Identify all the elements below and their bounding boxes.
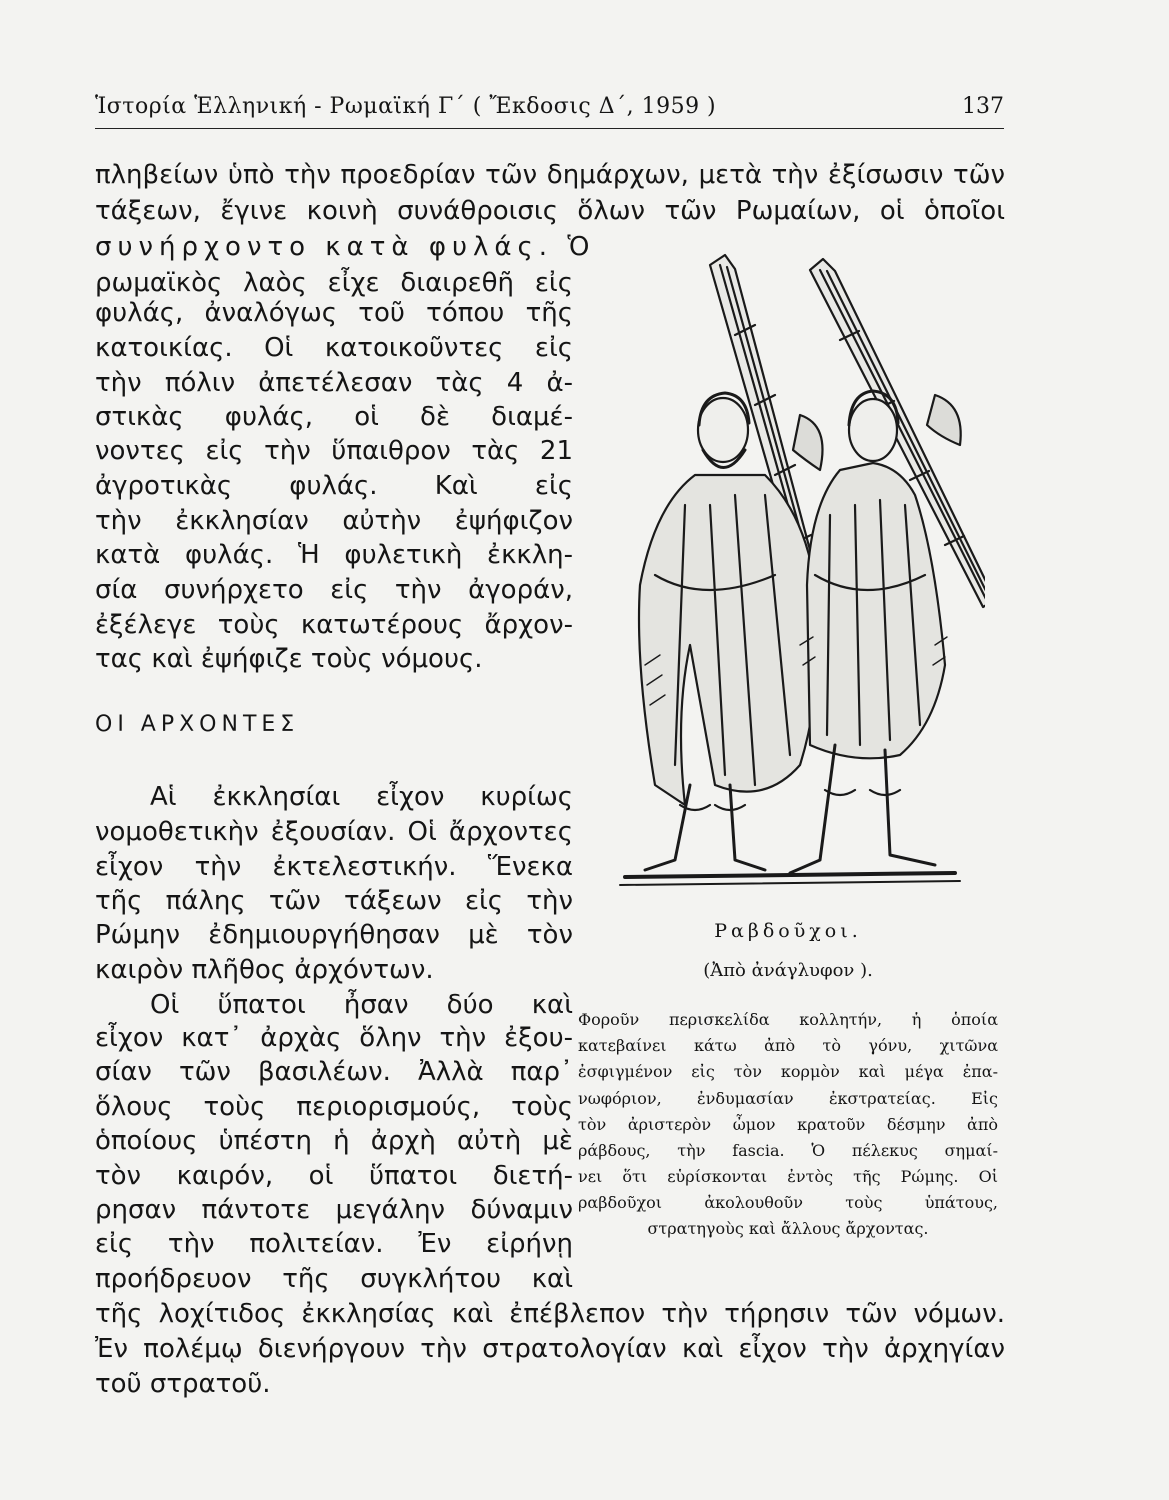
figure-note-line: ραβδοῦχοι ἀκολουθοῦν τοὺς ὑπάτους,	[578, 1193, 998, 1212]
body-line: Ἐν πολέμῳ διενήργουν τὴν στρατολογίαν καὶ εἶχον τὴν ἀρχηγίαν	[95, 1334, 1005, 1364]
figure-note-line: νει ὅτι εὑρίσκονται ἐντὸς τῆς Ρώμης. Οἱ	[578, 1167, 998, 1186]
body-line: φυλάς, ἀναλόγως τοῦ τόπου τῆς	[95, 298, 573, 328]
figure-note-line: νωφόριον, ἐνδυμασίαν ἐκστρατείας. Εἰς	[578, 1089, 998, 1108]
body-line: εἰς τὴν πολιτείαν. Ἐν εἰρήνῃ	[95, 1229, 573, 1259]
body-line: τῆς πάλης τῶν τάξεων εἰς τὴν	[95, 886, 573, 916]
body-line: νομοθετικὴν ἐξουσίαν. Οἱ ἄρχοντες	[95, 817, 573, 847]
figure-note-line: Φοροῦν περισκελίδα κολλητήν, ἡ ὁποία	[578, 1010, 998, 1029]
body-line: Αἱ ἐκκλησίαι εἶχον κυρίως	[150, 782, 573, 812]
running-header	[95, 92, 1004, 129]
body-line: τῆς λοχίτιδος ἐκκλησίας καὶ ἐπέβλεπον τὴν τήρησιν τῶν νόμων.	[95, 1299, 1005, 1329]
figure-source: (Ἀπὸ ἀνάγλυφον ).	[703, 960, 873, 981]
body-line: εἶχον κατ᾽ ἀρχὰς ὅλην τὴν ἐξου-	[95, 1023, 573, 1053]
figure-caption: Ραβδοῦχοι.	[714, 920, 862, 942]
body-line: νοντες εἰς τὴν ὕπαιθρον τὰς 21	[95, 436, 573, 466]
body-line: τοῦ στρατοῦ.	[95, 1369, 271, 1399]
figure-note-line: ἐσφιγμένον εἰς τὸν κορμὸν καὶ μέγα ἐπα-	[578, 1062, 998, 1081]
figure-note-line: τὸν ἀριστερὸν ὦμον κρατοῦν δέσμην ἀπὸ	[578, 1115, 998, 1134]
body-line: ὅλους τοὺς περιορισμούς, τοὺς	[95, 1092, 573, 1122]
body-line: κατοικίας. Οἱ κατοικοῦντες εἰς	[95, 333, 573, 363]
page-number: 137	[962, 94, 1004, 119]
body-line: κατὰ φυλάς. Ἡ φυλετικὴ ἐκκλη-	[95, 540, 573, 570]
body-line: τὴν ἐκκλησίαν αὐτὴν ἐψήφιζον	[95, 506, 573, 536]
figure-note-line: στρατηγοὺς καὶ ἄλλους ἄρχοντας.	[647, 1219, 929, 1238]
figure-note-line: ράβδους, τὴν fascia. Ὁ πέλεκυς σημαί-	[578, 1141, 998, 1160]
header-title: Ἱστορία Ἑλληνική - Ρωμαϊκή Γ΄ ( Ἔκδοσις Δ΄, 1959 )	[95, 94, 717, 119]
section-heading: ΟΙ ΑΡΧΟΝΤΕΣ	[95, 712, 300, 737]
body-line: ἀγροτικὰς φυλάς. Καὶ εἰς	[95, 471, 573, 501]
body-line: συνήρχοντο κατὰ φυλάς. Ὁ	[95, 232, 596, 262]
body-line: ρωμαϊκὸς λαὸς εἶχε διαιρεθῆ εἰς	[95, 268, 573, 298]
body-line: στικὰς φυλάς, οἱ δὲ διαμέ-	[95, 402, 573, 432]
body-line: Οἱ ὕπατοι ἦσαν δύο καὶ	[150, 990, 573, 1020]
lictors-illustration	[615, 245, 985, 895]
body-line: εἶχον τὴν ἐκτελεστικήν. Ἕνεκα	[95, 852, 573, 882]
body-line: τάξεων, ἔγινε κοινὴ συνάθροισις ὅλων τῶν Ρωμαίων, οἱ ὁποῖοι	[95, 196, 1005, 226]
figure-note-line: κατεβαίνει κάτω ἀπὸ τὸ γόνυ, χιτῶνα	[578, 1036, 998, 1055]
body-line: προήδρευον τῆς συγκλήτου καὶ	[95, 1264, 573, 1294]
body-line: ὁποίους ὑπέστη ἡ ἀρχὴ αὐτὴ μὲ	[95, 1126, 573, 1156]
body-line: Ρώμην ἐδημιουργήθησαν μὲ τὸν	[95, 920, 573, 950]
body-line: τας καὶ ἐψήφιζε τοὺς νόμους.	[95, 644, 483, 674]
body-line: καιρὸν πλῆθος ἀρχόντων.	[95, 955, 434, 985]
body-line: τὴν πόλιν ἀπετέλεσαν τὰς 4 ἀ-	[95, 368, 573, 398]
body-line: τὸν καιρόν, οἱ ὕπατοι διετή-	[95, 1161, 573, 1191]
body-line: σίαν τῶν βασιλέων. Ἀλλὰ παρ᾽	[95, 1057, 573, 1087]
body-line: ρησαν πάντοτε μεγάλην δύναμιν	[95, 1195, 573, 1225]
body-line: σία συνήρχετο εἰς τὴν ἀγοράν,	[95, 575, 573, 605]
body-line: πληβείων ὑπὸ τὴν προεδρίαν τῶν δημάρχων, μετὰ τὴν ἐξίσωσιν τῶν	[95, 160, 1005, 190]
body-line: ἐξέλεγε τοὺς κατωτέρους ἄρχον-	[95, 610, 573, 640]
